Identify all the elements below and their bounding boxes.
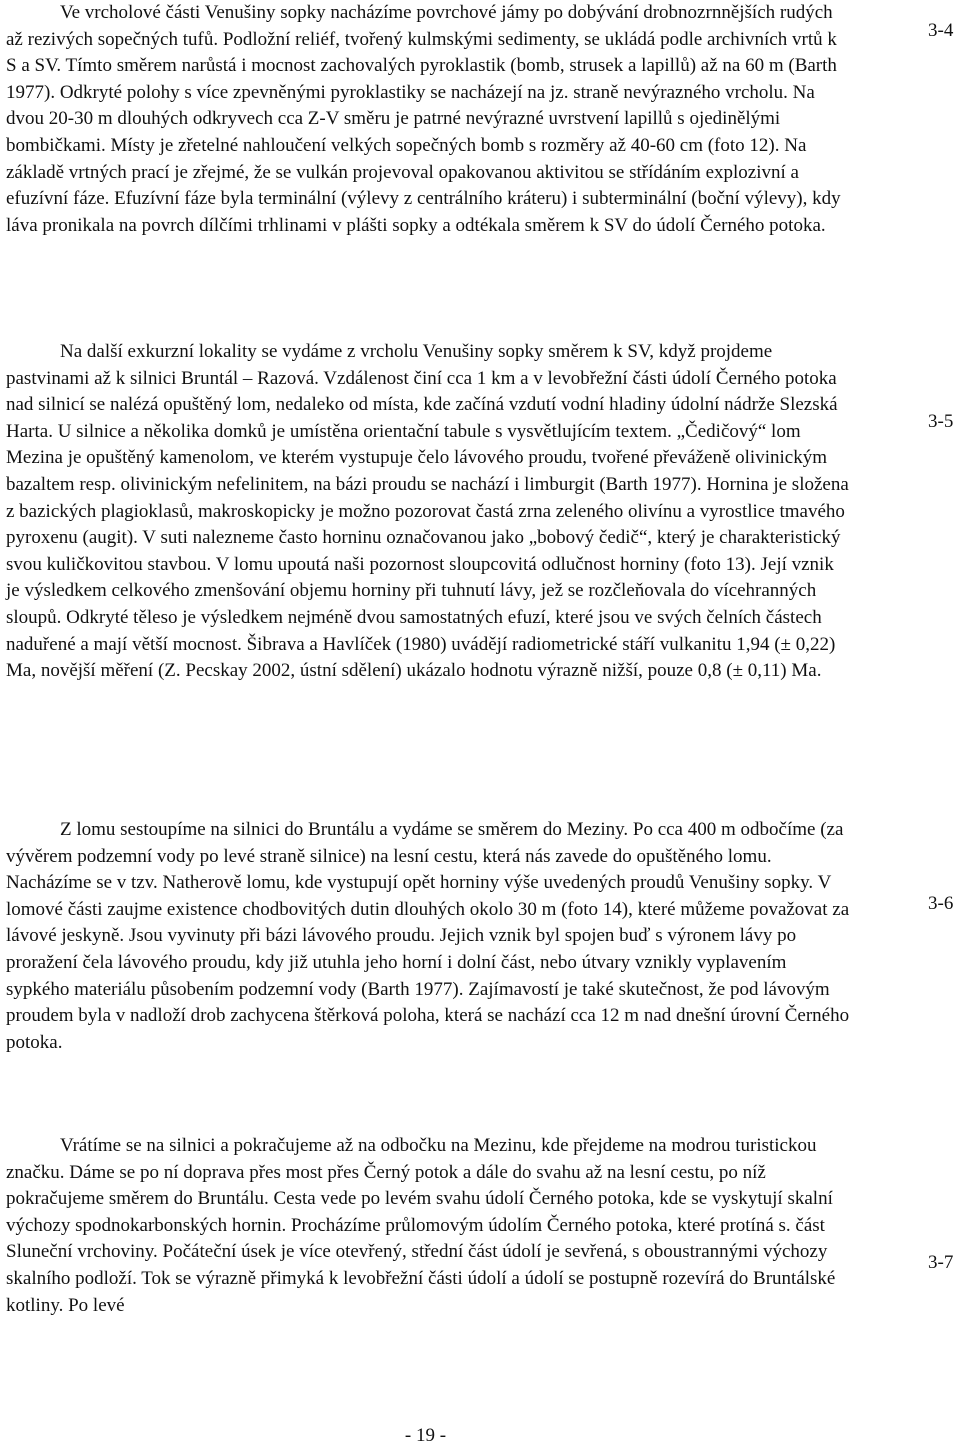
margin-note-stop-3-5: 3-5 [928, 411, 954, 432]
paragraph-3 [6, 817, 851, 1056]
paragraph-text: Ve vrcholové části Venušiny sopky nacházíme povrchové jámy po dobývání drobnozrnnějších rudých až rezivých sopečných tufů. Podložní reliéf, tvořený kulmskými sedimenty, se ukládá podle archivních vrtů k S a SV. Tímto směrem narůstá i mocnost zachovalých pyroklastik (bomb, strusek a lapillů) až na 60 m (Barth 1977). Odkryté polohy s více zpevněnými pyroklastiky se nacházejí na jz. straně nevýrazného vrcholu. Na dvou 20-30 m dlouhých odkryvech cca Z-V směru je patrné nevýrazné uvrstvení lapillů s ojedinělými bombičkami. Místy je zřetelné nahloučení velkých sopečných bomb s rozměry až 40-60 cm (foto 12). Na základě vrtných prací je zřejmé, že se vulkán projevoval opakovanou aktivitou se střídáním explozivní a efuzívní fáze. Efuzívní fáze byla terminální (výlevy z centrálního kráteru) i subterminální (boční výlevy), kdy láva pronikala na povrch dílčími trhlinami v plášti sopky a odtékala směrem k SV do údolí Černého potoka. [6, 2, 841, 236]
paragraph-text: Vrátíme se na silnici a pokračujeme až na odbočku na Mezinu, kde přejdeme na modrou turistickou značku. Dáme se po ní doprava přes most přes Černý potok a dále do svahu až na lesní cestu, po níž pokračujeme směrem do Bruntálu. Cesta vede po levém svahu údolí Černého potoka, kde se vyskytují skalní výchozy spodnokarbonských hornin. Procházíme průlomovým údolím Černého potoka, které protíná s. část Sluneční vrchoviny. Počáteční úsek je více otevřený, střední část údolí je sevřená, s oboustrannými výchozy skalního podloží. Tok se výrazně přimyká k levobřežní části údolí a údolí se postupně rozevírá do Bruntálské kotliny. Po levé [6, 1135, 836, 1316]
margin-note-stop-3-7: 3-7 [928, 1252, 954, 1273]
paragraph-text: Z lomu sestoupíme na silnici do Bruntálu a vydáme se směrem do Meziny. Po cca 400 m odbočíme (za vývěrem podzemní vody po levé straně silnice) na lesní cestu, která nás zavede do opuštěného lomu. Nacházíme se v tzv. Natherově lomu, kde vystupují opět horniny výše uvedených proudů Venušiny sopky. V lomové části zaujme existence chodbovitých dutin dlouhých okolo 30 m (foto 14), které můžeme považovat za lávové jeskyně. Jsou vyvinuty při bázi lávového proudu. Jejich vznik byl spojen buď s výronem lávy po proražení čela lávového proudu, kdy již utuhla jeho horní i dolní část, nebo útvary vznikly vyplavením sypkého materiálu působením podzemní vody (Barth 1977). Zajímavostí je také skutečnost, že pod lávovým proudem byla v nadloží drob zachycena štěrková poloha, která se nachází cca 12 m nad dnešní úrovní Černého potoka. [6, 819, 850, 1053]
paragraph-2 [6, 339, 851, 685]
margin-note-stop-3-6: 3-6 [928, 893, 954, 914]
paragraph-text: Na další exkurzní lokality se vydáme z vrcholu Venušiny sopky směrem k SV, když projdeme pastvinami až k silnici Bruntál – Razová. Vzdálenost činí cca 1 km a v levobřežní části údolí Černého potoka nad silnicí se nalézá opuštěný lom, nedaleko od místa, kde začíná vzdutí vodní hladiny údolní nádrže Slezská Harta. U silnice a několika domků je umístěna orientační tabule s vysvětlujícím textem. „Čedičový“ lom Mezina je opuštěný kamenolom, ve kterém vystupuje čelo lávového proudu, tvořené převáženě olivinickým bazaltem resp. olivinickým nefelinitem, na bázi proudu se nachází i limburgit (Barth 1977). Hornina je složena z bazických plagioklasů, makroskopicky je možno pozorovat častá zrna zeleného olivínu a vyrostlice tmavého pyroxenu (augit). V suti nalezneme často horninu označovanou jako „bobový čedič“, který je charakteristický svou kuličkovitou stavbou. V lomu upoutá naši pozornost sloupcovitá odlučnost horniny (foto 13). Její vznik je výsledkem celkového zmenšování objemu horniny při tuhnutí lávy, jež se rozčleňovala do vícehranných sloupů. Odkryté těleso je výsledkem nejméně dvou samostatných efuzí, které jsou ve svých čelních částech naduřené a mají větší mocnost. Šibrava a Havlíček (1980) uvádějí radiometrické stáří vulkanitu 1,94 (± 0,22) Ma, novější měření (Z. Pecskay 2002, ústní sdělení) ukázalo hodnotu výrazně nižší, pouze 0,8 (± 0,11) Ma. [6, 341, 849, 682]
margin-note-stop-3-4: 3-4 [928, 20, 954, 41]
paragraph-4 [6, 1133, 851, 1319]
page-number: - 19 - [404, 1425, 447, 1446]
paragraph-1 [6, 0, 851, 239]
